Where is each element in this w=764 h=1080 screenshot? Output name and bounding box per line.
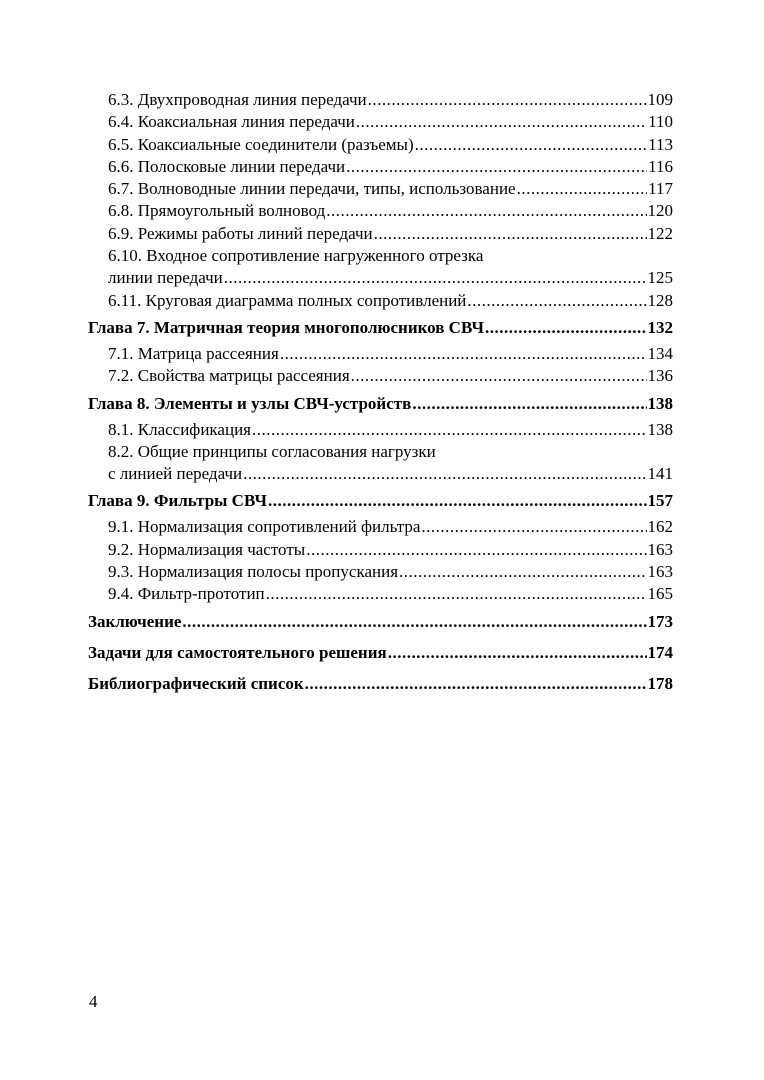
dot-leader xyxy=(306,539,646,561)
toc-entry-page: 138 xyxy=(647,393,673,413)
toc-entry-title: Глава 9. Фильтры СВЧ xyxy=(88,491,267,511)
toc-chapter-entry[interactable] xyxy=(88,485,673,516)
toc-entry-title: линии передачи xyxy=(108,268,223,288)
toc-entry-title: 9.4. Фильтр-прототип xyxy=(108,584,265,604)
dot-leader xyxy=(399,561,646,583)
toc-entry-title: 9.1. Нормализация сопротивлений фильтра xyxy=(108,517,421,537)
toc-entry-page: 109 xyxy=(647,90,673,109)
toc-entry-page: 122 xyxy=(647,223,673,243)
toc-entry[interactable] xyxy=(88,200,673,222)
toc-entry[interactable] xyxy=(88,156,673,178)
toc-entry[interactable] xyxy=(88,561,673,583)
toc-entry-title: 6.5. Коаксиальные соединители (разъемы) xyxy=(108,134,414,154)
dot-leader xyxy=(182,606,646,637)
toc-entry-title: 6.4. Коаксиальная линия передачи xyxy=(108,112,355,132)
toc-entry[interactable] xyxy=(88,365,673,387)
toc-entry[interactable] xyxy=(88,583,673,605)
toc-entry[interactable] xyxy=(88,111,673,133)
toc-entry-page: 113 xyxy=(648,134,673,154)
toc-entry-title: 6.3. Двухпроводная линия передачи xyxy=(108,90,367,109)
toc-entry[interactable] xyxy=(88,463,673,485)
toc-entry-title: 8.2. Общие принципы согласования нагрузки xyxy=(108,441,436,461)
toc-entry-page: 128 xyxy=(647,290,673,310)
table-of-contents xyxy=(88,89,673,699)
toc-entry[interactable] xyxy=(88,89,673,111)
toc-entry[interactable] xyxy=(88,134,673,156)
dot-leader xyxy=(243,463,646,485)
toc-entry-page: 125 xyxy=(647,268,673,288)
dot-leader xyxy=(388,637,647,668)
toc-entry-title: 9.2. Нормализация частоты xyxy=(108,539,306,559)
toc-entry-title: 6.7. Волноводные линии передачи, типы, использование xyxy=(108,179,516,199)
toc-entry[interactable] xyxy=(88,245,673,267)
toc-entry[interactable] xyxy=(88,441,673,463)
dot-leader xyxy=(326,200,646,222)
toc-entry-title: 7.2. Свойства матрицы рассеяния xyxy=(108,366,350,386)
page-number: 4 xyxy=(89,992,98,1011)
dot-leader xyxy=(485,312,647,343)
dot-leader xyxy=(517,178,648,200)
dot-leader xyxy=(224,267,647,289)
toc-entry[interactable] xyxy=(88,539,673,561)
toc-entry[interactable] xyxy=(88,419,673,441)
toc-entry-title: с линией передачи xyxy=(108,464,243,484)
dot-leader xyxy=(305,668,647,699)
toc-entry-title: 6.9. Режимы работы линий передачи xyxy=(108,223,373,243)
toc-entry-page: 136 xyxy=(647,366,673,386)
toc-entry[interactable] xyxy=(88,343,673,365)
toc-entry-page: 163 xyxy=(647,562,673,582)
dot-leader xyxy=(415,134,647,156)
toc-entry-page: 163 xyxy=(647,539,673,559)
toc-entry-page: 134 xyxy=(647,343,673,363)
toc-entry-title: Задачи для самостоятельного решения xyxy=(88,642,387,662)
toc-entry-title: 8.1. Классификация xyxy=(108,419,251,439)
toc-entry-page: 132 xyxy=(647,317,673,337)
toc-section-entry[interactable] xyxy=(88,606,673,637)
toc-entry-page: 173 xyxy=(647,611,673,631)
toc-entry-title: 6.10. Входное сопротивление нагруженного отрезка xyxy=(108,246,484,266)
dot-leader xyxy=(346,156,647,178)
toc-section-entry[interactable] xyxy=(88,637,673,668)
toc-entry-title: 6.11. Круговая диаграмма полных сопротивлений xyxy=(108,290,467,310)
toc-entry-page: 174 xyxy=(647,642,673,662)
toc-entry-page: 162 xyxy=(647,517,673,537)
toc-entry-title: Заключение xyxy=(88,611,182,631)
toc-entry-page: 110 xyxy=(648,112,673,132)
dot-leader xyxy=(266,583,647,605)
dot-leader xyxy=(252,419,647,441)
toc-entry[interactable] xyxy=(88,516,673,538)
toc-entry[interactable] xyxy=(88,267,673,289)
dot-leader xyxy=(374,223,647,245)
dot-leader xyxy=(280,343,647,365)
toc-entry-page: 157 xyxy=(647,491,673,511)
toc-chapter-entry[interactable] xyxy=(88,388,673,419)
toc-entry-title: 6.6. Полосковые линии передачи xyxy=(108,156,346,176)
toc-entry-title: 6.8. Прямоугольный волновод xyxy=(108,201,326,221)
toc-entry-page: 165 xyxy=(647,584,673,604)
toc-entry-title: Глава 8. Элементы и узлы СВЧ-устройств xyxy=(88,393,412,413)
dot-leader xyxy=(268,485,647,516)
toc-entry-page: 178 xyxy=(647,673,673,693)
dot-leader xyxy=(467,290,646,312)
toc-entry[interactable] xyxy=(88,223,673,245)
toc-entry-title: 7.1. Матрица рассеяния xyxy=(108,343,279,363)
dot-leader xyxy=(412,388,646,419)
toc-section-entry[interactable] xyxy=(88,668,673,699)
dot-leader xyxy=(421,516,646,538)
toc-entry-page: 117 xyxy=(648,179,673,199)
toc-entry-page: 120 xyxy=(647,201,673,221)
toc-entry-title: 9.3. Нормализация полосы пропускания xyxy=(108,562,399,582)
dot-leader xyxy=(351,365,647,387)
toc-entry-page: 138 xyxy=(647,419,673,439)
dot-leader xyxy=(356,111,647,133)
toc-entry-title: Библиографический список xyxy=(88,673,304,693)
dot-leader xyxy=(368,89,647,111)
toc-entry[interactable] xyxy=(88,290,673,312)
toc-chapter-entry[interactable] xyxy=(88,312,673,343)
toc-entry[interactable] xyxy=(88,178,673,200)
toc-entry-page: 116 xyxy=(648,156,673,176)
toc-entry-page: 141 xyxy=(647,464,673,484)
toc-entry-title: Глава 7. Матричная теория многополюсников СВЧ xyxy=(88,317,484,337)
